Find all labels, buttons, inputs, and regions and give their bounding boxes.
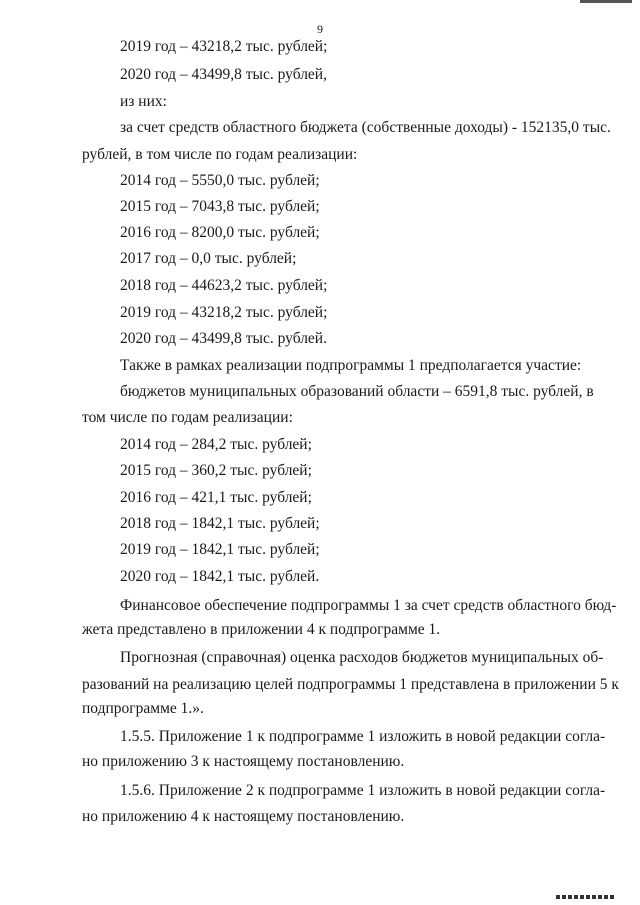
scan-mark-bottom (556, 895, 616, 899)
text-line: жета представлено в приложении 4 к подпрограмме 1. (82, 621, 441, 638)
text-line: 2019 год – 43218,2 тыс. рублей; (120, 38, 328, 55)
text-line: за счет средств областного бюджета (собственные доходы) - 152135,0 тыс. (120, 119, 611, 136)
text-line: подпрограмме 1.». (82, 700, 204, 717)
scan-mark-top (580, 0, 632, 3)
text-line: 2015 год – 360,2 тыс. рублей; (120, 462, 312, 479)
text-line: 2020 год – 1842,1 тыс. рублей. (120, 568, 320, 585)
text-line: Также в рамках реализации подпрограммы 1 предполагается участие: (120, 357, 582, 374)
text-line: 2019 год – 1842,1 тыс. рублей; (120, 541, 320, 558)
text-line: 2014 год – 5550,0 тыс. рублей; (120, 172, 320, 189)
text-line: из них: (120, 93, 167, 110)
text-line: 2014 год – 284,2 тыс. рублей; (120, 436, 312, 453)
text-line: но приложению 3 к настоящему постановлению. (82, 753, 405, 770)
text-line: 2018 год – 44623,2 тыс. рублей; (120, 277, 328, 294)
text-line: 1.5.5. Приложение 1 к подпрограмме 1 изложить в новой редакции согла- (120, 728, 606, 745)
text-line: том числе по годам реализации: (82, 409, 293, 426)
text-line: но приложению 4 к настоящему постановлению. (82, 808, 405, 825)
text-line: бюджетов муниципальных образований области – 6591,8 тыс. рублей, в (120, 383, 594, 400)
text-line: 2016 год – 8200,0 тыс. рублей; (120, 224, 320, 241)
text-line: 2020 год – 43499,8 тыс. рублей. (120, 330, 327, 347)
text-line: рублей, в том числе по годам реализации: (82, 146, 358, 163)
text-line: разований на реализацию целей подпрограммы 1 представлена в приложении 5 к (82, 676, 619, 693)
text-line: 2020 год – 43499,8 тыс. рублей, (120, 66, 327, 83)
text-line: 2015 год – 7043,8 тыс. рублей; (120, 198, 320, 215)
text-line: 2019 год – 43218,2 тыс. рублей; (120, 304, 328, 321)
text-line: 2018 год – 1842,1 тыс. рублей; (120, 515, 320, 532)
text-line: Финансовое обеспечение подпрограммы 1 за счет средств областного бюд- (120, 597, 617, 614)
text-line: 2016 год – 421,1 тыс. рублей; (120, 489, 312, 506)
text-line: 2017 год – 0,0 тыс. рублей; (120, 250, 297, 267)
text-line: 1.5.6. Приложение 2 к подпрограмме 1 изложить в новой редакции согла- (120, 782, 606, 799)
page-number: 9 (317, 22, 323, 36)
text-line: Прогнозная (справочная) оценка расходов бюджетов муниципальных об- (120, 649, 604, 666)
